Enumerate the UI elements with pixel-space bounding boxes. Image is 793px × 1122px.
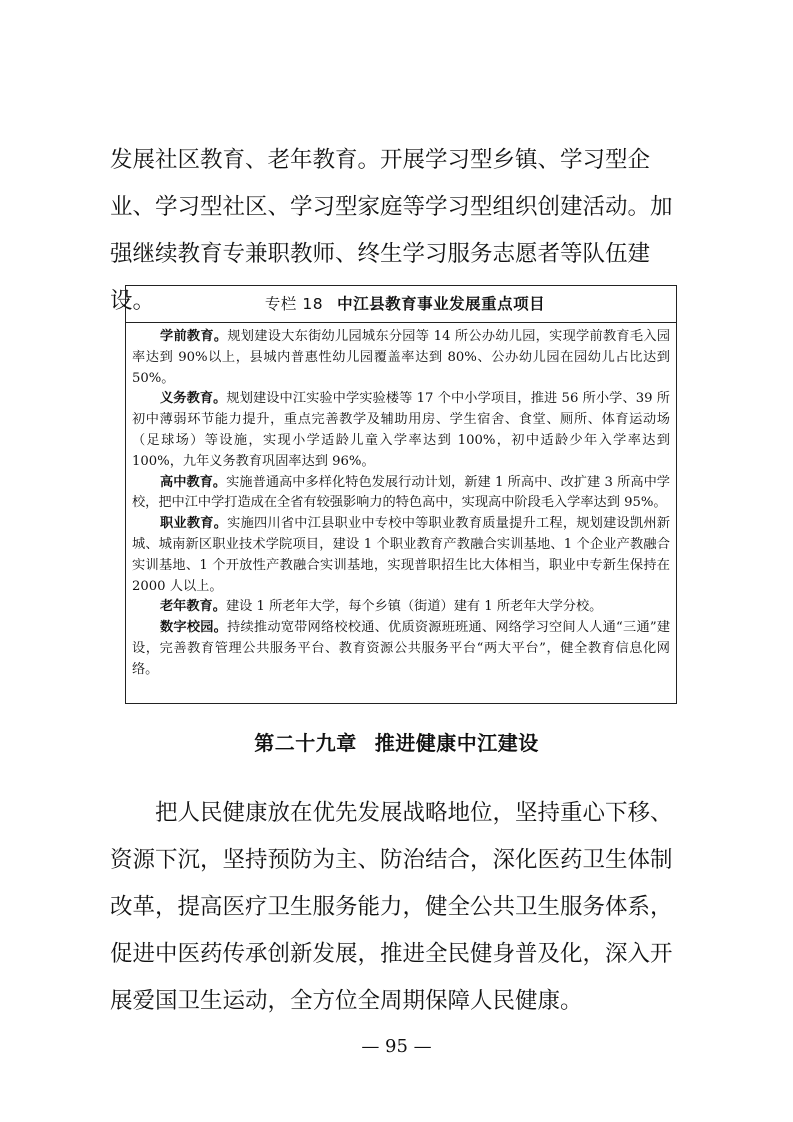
- box-item-text: 实施普通高中多样化特色发展行动计划，新建 1 所高中、改扩建 3 所高中学校，把中江中学打造成在全省有较强影响力的特色高中，实现高中阶段毛入学率达到 95%。: [132, 474, 670, 511]
- column-box: [125, 285, 677, 704]
- box-item-text: 规划建设中江实验中学实验楼等 17 个中小学项目，推进 56 所小学、39 所初中薄弱环节能力提升，重点完善教学及辅助用房、学生宿舍、食堂、厕所、体育运动场（足球场）等设施，实现小学适龄儿童入学率达到 100%，初中适龄少年入学率达到 100%，九年义务教育巩固率达到 96%。: [132, 391, 670, 469]
- box-item-head: 学前教育。: [160, 329, 228, 344]
- chapter-number: 第二十九章: [254, 731, 357, 755]
- column-box-title: [126, 286, 676, 323]
- box-item-text: 持续推动宽带网络校校通、优质资源班班通、网络学习空间人人通“三通”建设，完善教育管理公共服务平台、教育资源公共服务平台“两大平台”，健全教育信息化网络。: [132, 620, 671, 677]
- chapter-title: 推进健康中江建设: [374, 731, 539, 755]
- box-item-text: 建设 1 所老年大学，每个乡镇（街道）建有 1 所老年大学分校。: [225, 599, 603, 615]
- chapter-heading: [0, 728, 793, 758]
- column-box-body: [126, 323, 676, 681]
- box-item-head: 老年教育。: [160, 599, 226, 615]
- box-item-head: 数字校园。: [160, 620, 228, 636]
- box-item-compulsory: [132, 389, 670, 472]
- column-box-heading: 中江县教育事业发展重点项目: [337, 295, 546, 313]
- box-item-preschool: [132, 327, 670, 389]
- box-item-head: 职业教育。: [160, 516, 228, 532]
- box-item-head: 义务教育。: [160, 391, 227, 407]
- page-number: — 95 —: [361, 1036, 432, 1057]
- column-box-label: 专栏 18: [264, 295, 324, 313]
- box-item-highschool: [132, 473, 670, 515]
- box-item-head: 高中教育。: [160, 474, 227, 490]
- box-item-digital: [132, 618, 670, 680]
- body-paragraph: 把人民健康放在优先发展战略地位，坚持重心下移、资源下沉，坚持预防为主、防治结合，深化医药卫生体制改革，提高医疗卫生服务能力，健全公共卫生服务体系，促进中医药传承创新发展，推进全民健身普及化，深入开展爱国卫生运动，全方位全周期保障人民健康。: [110, 800, 673, 1014]
- box-item-vocational: [132, 514, 670, 597]
- box-item-text: 规划建设大东街幼儿园城东分园等 14 所公办幼儿园，实现学前教育毛入园率达到 90%以上，县城内普惠性幼儿园覆盖率达到 80%、公办幼儿园在园幼儿占比达到 50%。: [132, 329, 671, 386]
- box-item-elderly: [132, 597, 670, 618]
- intro-paragraph: 发展社区教育、老年教育。开展学习型乡镇、学习型企业、学习型社区、学习型家庭等学习型组织创建活动。加强继续教育专兼职教师、终生学习服务志愿者等队伍建设。: [110, 147, 673, 314]
- box-item-text: 实施四川省中江县职业中专校中等职业教育质量提升工程，规划建设凯州新城、城南新区职业技术学院项目，建设 1 个职业教育产教融合实训基地、1 个企业产教融合实训基地、1 个开放性产教融合实训基地，实现普职招生比大体相当，职业中专新生保持在 2000 人以上。: [132, 516, 671, 594]
